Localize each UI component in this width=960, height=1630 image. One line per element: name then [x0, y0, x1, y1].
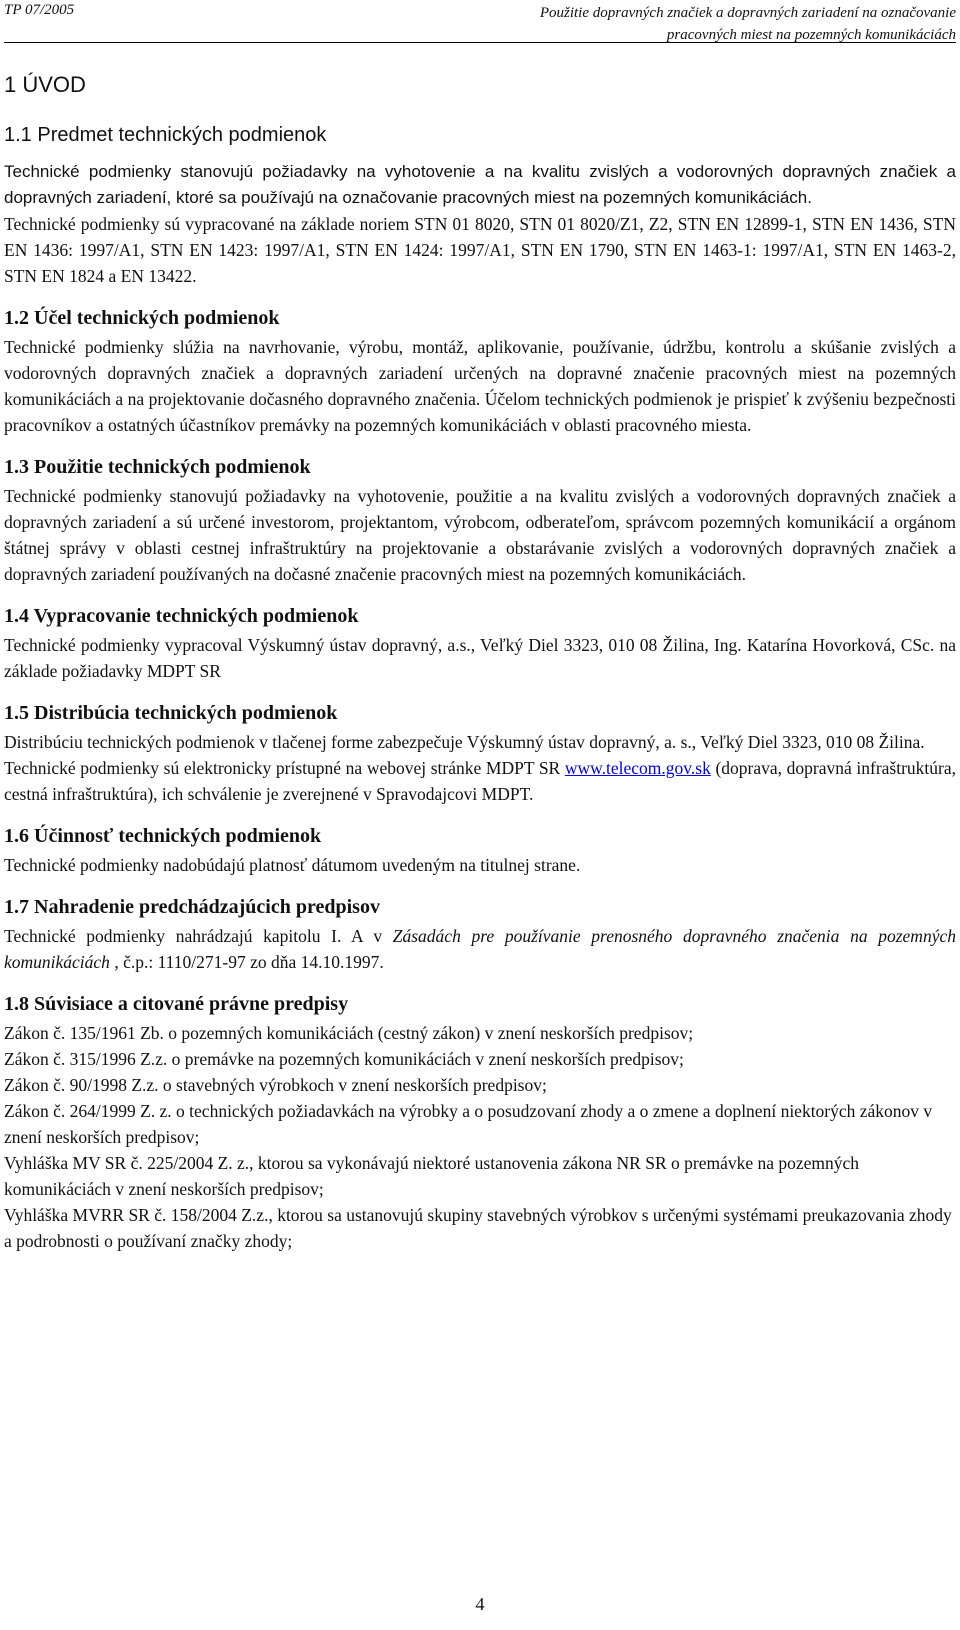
page-header — [4, 0, 956, 43]
page-number: 4 — [475, 1594, 485, 1614]
section-1-1-paragraph-1: Technické podmienky stanovujú požiadavky na vyhotovenie a na kvalitu zvislých a vodorovných dopravných značiek a dopravných zariadení, ktoré sa používajú na označovanie pracovných miest na pozemných komunikáciách. — [4, 162, 956, 207]
section-1-5-heading: 1.5 Distribúcia technických podmienok — [4, 702, 338, 724]
law-item: Zákon č. 264/1999 Z. z. o technických požiadavkách na výrobky a o posudzovaní zhody a o zmene a doplnení niektorých zákonov v znení neskorších predpisov; — [4, 1101, 933, 1147]
document-title-line2: pracovných miest na pozemných komunikáciách — [666, 27, 956, 43]
section-1-1-heading: 1.1 Predmet technických podmienok — [4, 124, 327, 146]
chapter-title: 1 ÚVOD — [4, 72, 86, 97]
section-1-2-heading: 1.2 Účel technických podmienok — [4, 307, 280, 329]
law-item: Zákon č. 315/1996 Z.z. o premávke na pozemných komunikáciách v znení neskorších predpisov; — [4, 1049, 684, 1069]
section-1-5-text-b: (doprava, dopravná infraštruktúra, cestná infraštruktúra), ich schválenie je zverejnené v Spravodajcovi MDPT. — [4, 758, 957, 804]
document-title — [540, 2, 956, 46]
section-1-7-text-b: , č.p.: 1110/271-97 zo dňa 14.10.1997. — [109, 952, 384, 972]
section-1-7-text-a: Technické podmienky nahrádzajú kapitolu I. A v — [4, 926, 393, 946]
section-1-3-heading: 1.3 Použitie technických podmienok — [4, 456, 311, 478]
document-title-line1: Použitie dopravných značiek a dopravných zariadení na označovanie — [539, 5, 956, 21]
section-1-1-paragraph-2: Technické podmienky sú vypracované na základe noriem STN 01 8020, STN 01 8020/Z1, Z2, STN EN 12899-1, STN EN 1436, STN EN 1436: 1997/A1, STN EN 1423: 1997/A1, STN EN 1424: 1997/A1, STN EN 1790, STN EN 1463-1: 1997/A1, STN EN 1463-2, STN EN 1824 a EN 13422. — [4, 214, 956, 286]
section-1-5-text-a: Technické podmienky sú elektronicky prístupné na webovej stránke MDPT SR — [4, 758, 565, 778]
document-code: TP 07/2005 — [4, 2, 75, 18]
law-item: Vyhláška MV SR č. 225/2004 Z. z., ktorou sa vykonávajú niektoré ustanovenia zákona NR SR o premávke na pozemných komunikáciách v znení neskorších predpisov; — [4, 1153, 860, 1199]
page-content — [4, 58, 956, 1254]
section-1-6-paragraph: Technické podmienky nadobúdajú platnosť dátumom uvedeným na titulnej strane. — [4, 855, 581, 875]
section-1-8-heading: 1.8 Súvisiace a citované právne predpisy — [4, 993, 349, 1015]
section-1-2-paragraph: Technické podmienky slúžia na navrhovanie, výrobu, montáž, aplikovanie, používanie, údržbu, kontrolu a skúšanie zvislých a vodorovných dopravných značiek a dopravných zariadení určených na dopravné značenie pracovných miest na pozemných komunikáciách a na projektovanie dočasného dopravného značenia. Účelom technických podmienok je prispieť k zvýšeniu bezpečnosti pracovníkov a ostatných účastníkov premávky na pozemných komunikáciách v oblasti pracovného miesta. — [4, 337, 956, 435]
section-1-5-paragraph-1: Distribúciu technických podmienok v tlačenej forme zabezpečuje Výskumný ústav dopravný, a. s., Veľký Diel 3323, 010 08 Žilina. — [4, 732, 925, 752]
website-link[interactable]: www.telecom.gov.sk — [564, 758, 711, 778]
section-1-7-heading: 1.7 Nahradenie predchádzajúcich predpisov — [4, 896, 380, 918]
law-item: Zákon č. 90/1998 Z.z. o stavebných výrobkoch v znení neskorších predpisov; — [4, 1075, 547, 1095]
law-item: Zákon č. 135/1961 Zb. o pozemných komunikáciách (cestný zákon) v znení neskorších predpisov; — [4, 1023, 694, 1043]
section-1-4-heading: 1.4 Vypracovanie technických podmienok — [4, 605, 359, 627]
section-1-5-paragraph-2 — [4, 755, 956, 807]
section-1-7-italic-title: Zásadách pre používanie prenosného dopravného značenia na pozemných komunikáciách — [4, 926, 956, 972]
law-item: Vyhláška MVRR SR č. 158/2004 Z.z., ktorou sa ustanovujú skupiny stavebných výrobkov s určenými systémami preukazovania zhody a podrobnosti o používaní značky zhody; — [4, 1205, 952, 1251]
section-1-4-paragraph: Technické podmienky vypracoval Výskumný ústav dopravný, a.s., Veľký Diel 3323, 010 08 Žilina, Ing. Katarína Hovorková, CSc. na základe požiadavky MDPT SR — [4, 635, 956, 681]
section-1-7-paragraph — [4, 923, 956, 975]
section-1-3-paragraph: Technické podmienky stanovujú požiadavky na vyhotovenie, použitie a na kvalitu zvislých a vodorovných dopravných značiek a dopravných zariadení a sú určené investorom, projektantom, výrobcom, odberateľom, správcom pozemných komunikácií a orgánom štátnej správy v oblasti cestnej infraštruktúry na projektovanie a obstarávanie zvislých a vodorovných dopravných značiek a dopravných zariadení používaných na dočasné značenie pracovných miest na pozemných komunikáciách. — [4, 486, 956, 584]
laws-list — [4, 1020, 956, 1254]
section-1-6-heading: 1.6 Účinnosť technických podmienok — [4, 825, 322, 847]
